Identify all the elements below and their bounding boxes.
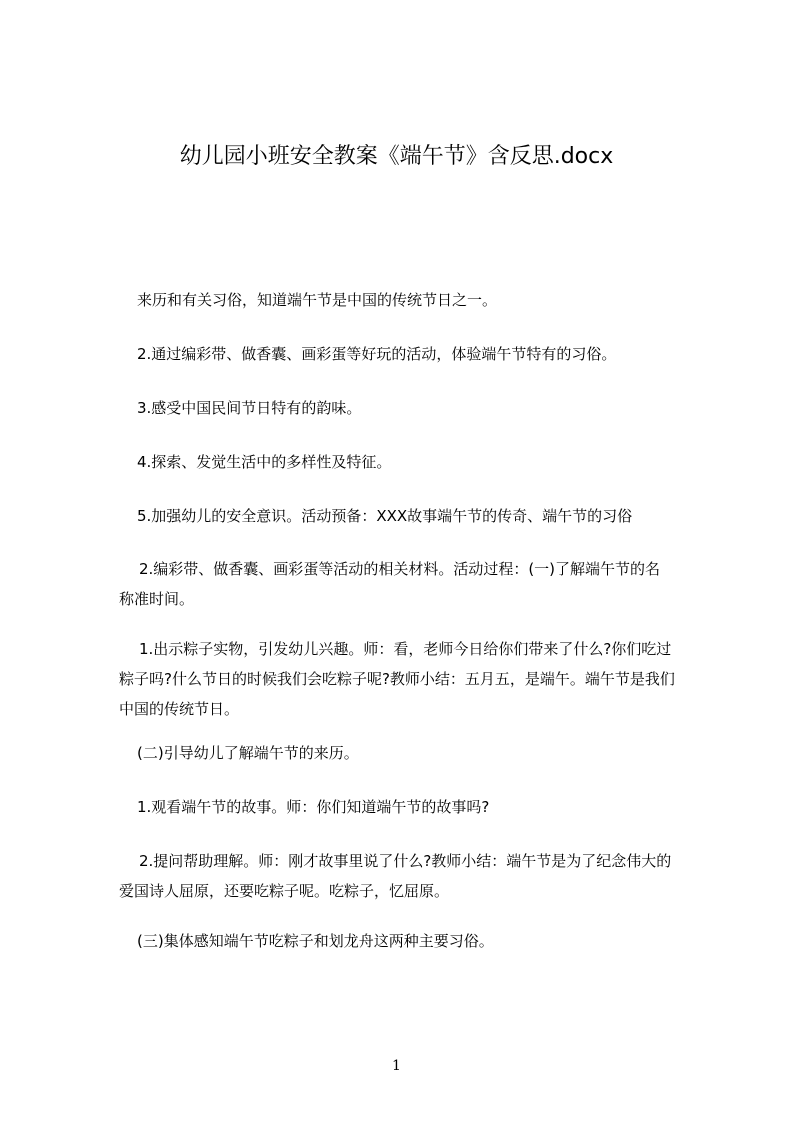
paragraph-8 <box>137 738 359 768</box>
text-line: 3.感受中国民间节日特有的韵味。 <box>137 399 362 417</box>
paragraph-7 <box>119 634 675 724</box>
text-line: (三)集体感知端午节吃粽子和划龙舟这两种主要习俗。 <box>137 932 494 950</box>
text-line: 中国的传统节日。 <box>119 700 240 718</box>
paragraph-11 <box>137 926 494 956</box>
text-line: 1.出示粽子实物，引发幼儿兴趣。师：看，老师今日给你们带来了什么?你们吃过 <box>139 640 672 658</box>
document-title: 幼儿园小班安全教案《端午节》含反思.docx <box>179 144 614 169</box>
paragraph-4 <box>137 447 391 477</box>
paragraph-2 <box>137 339 616 369</box>
paragraph-9 <box>137 792 489 822</box>
paragraph-3 <box>137 393 361 423</box>
paragraph-1 <box>137 285 497 315</box>
text-line: (二)引导幼儿了解端午节的来历。 <box>137 744 359 762</box>
text-line: 1.观看端午节的故事。师：你们知道端午节的故事吗? <box>137 798 490 816</box>
text-line: 2.提问帮助理解。师：刚才故事里说了什么?教师小结：端午节是为了纪念伟大的 <box>139 852 672 870</box>
paragraph-6 <box>119 554 660 614</box>
paragraph-10 <box>119 846 671 906</box>
page-number: 1 <box>392 1058 401 1074</box>
text-line: 称准时间。 <box>119 590 195 608</box>
paragraph-5 <box>137 501 632 531</box>
text-line: 粽子吗?什么节日的时候我们会吃粽子呢?教师小结：五月五，是端午。端午节是我们 <box>119 670 675 688</box>
text-line: 4.探索、发觉生活中的多样性及特征。 <box>137 453 392 471</box>
text-line: 2.编彩带、做香囊、画彩蛋等活动的相关材料。活动过程：(一)了解端午节的名 <box>139 560 661 578</box>
text-line: 来历和有关习俗，知道端午节是中国的传统节日之一。 <box>137 291 498 309</box>
text-line: 爱国诗人屈原，还要吃粽子呢。吃粽子，忆屈原。 <box>119 882 450 900</box>
text-line: 5.加强幼儿的安全意识。活动预备：XXX故事端午节的传奇、端午节的习俗 <box>137 507 633 525</box>
text-line: 2.通过编彩带、做香囊、画彩蛋等好玩的活动，体验端午节特有的习俗。 <box>137 345 617 363</box>
